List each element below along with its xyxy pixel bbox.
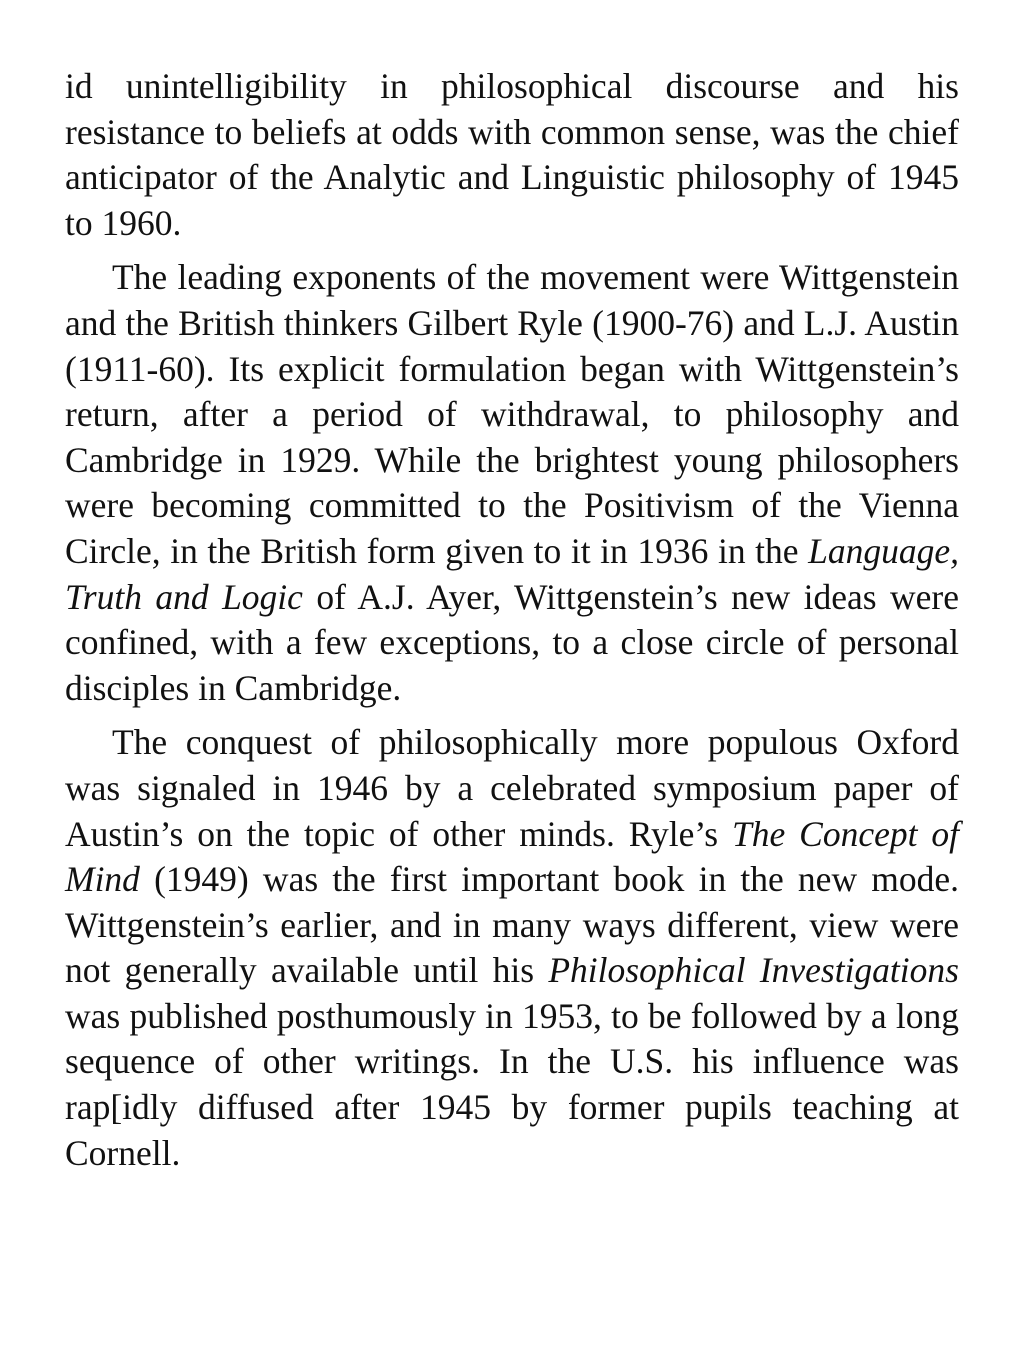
paragraph-3 bbox=[65, 720, 959, 1176]
paragraph-2 bbox=[65, 255, 959, 711]
paragraph-1-text: id unintelligibility in philosophical discourse and his resistance to beliefs at odds with common sense, was the chief anticipator of the Analytic and Linguistic philosophy of 1945 to 1960. bbox=[65, 66, 959, 243]
paragraph-2-text-a: The leading exponents of the movement were Wittgenstein and the British thinkers Gilbert Ryle (1900-76) and L.J. Austin (1911-60). Its explicit formulation began with Wittgenstein’s return, after a period of withdrawal, to philosophy and Cambridge in 1929. While the brightest young philosophers were becoming committed to the Positivism of the Vienna Circle, in the British form given to it in 1936 in the bbox=[65, 257, 959, 571]
paragraph-3-text-c: was published posthumously in 1953, to be followed by a long sequence of other writings. In the U.S. his influence was rap[idly diffused after 1945 by former pupils teaching at Cornell. bbox=[65, 995, 959, 1173]
paragraph-2-text-b: of A.J. Ayer, Wittgenstein’s new ideas were confined, with a few exceptions, to a close circle of personal disciples in Cambridge. bbox=[65, 576, 960, 708]
book-title-philosophical-investigations: Philosophical Investigations bbox=[548, 950, 959, 991]
paragraph-3-text-b: (1949) was the first important book in the new mode. Wittgenstein’s earlier, and in many ways different, view were not generally available until his bbox=[65, 859, 959, 991]
book-title-concept-of-mind: The Concept of Mind bbox=[65, 813, 959, 900]
document-page bbox=[65, 64, 959, 1185]
paragraph-3-text-a: The conquest of philosophically more populous Oxford was signaled in 1946 by a celebrated symposium paper of Austin’s on the topic of other minds. Ryle’s bbox=[65, 722, 959, 854]
paragraph-1 bbox=[65, 64, 959, 246]
book-title-language-truth-and-logic: Language, Truth and Logic bbox=[65, 530, 959, 617]
